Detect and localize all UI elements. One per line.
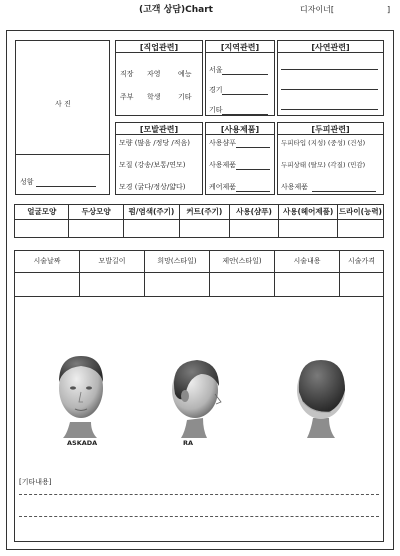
scalp-label: 사용제품 — [281, 183, 309, 191]
front-head-brand: ASKADA — [67, 439, 98, 446]
products-label: 사용샴푸 — [209, 139, 237, 147]
region-label: 기타 — [209, 106, 223, 114]
consult-cell[interactable] — [15, 220, 69, 238]
job-option[interactable]: 기타 — [178, 93, 192, 101]
col-hair-length: 모발길이 — [80, 251, 145, 273]
job-option[interactable]: 직장 — [120, 70, 134, 78]
consult-cell[interactable] — [229, 220, 279, 238]
col-cut: 커트(주기) — [179, 205, 229, 220]
job-option[interactable]: 자영 — [147, 70, 161, 78]
chart-title: (고객 상담)Chart — [139, 5, 213, 15]
region-title: [지역관련] — [220, 43, 260, 52]
personal-line[interactable] — [281, 89, 378, 90]
region-field[interactable] — [222, 114, 268, 115]
designer-label: 디자이너[ — [300, 5, 335, 14]
products-field[interactable] — [236, 169, 270, 170]
notes-label: [기타내용] — [19, 478, 52, 486]
mannequin-heads — [15, 346, 383, 446]
job-title: [직업관련] — [139, 43, 179, 52]
region-field[interactable] — [222, 74, 268, 75]
scalp-field[interactable] — [312, 191, 376, 192]
col-perm-color: 펌/염색(주기) — [123, 205, 179, 220]
job-option[interactable]: 학생 — [147, 93, 161, 101]
notes-line[interactable] — [19, 494, 379, 495]
consult-cell[interactable] — [123, 220, 179, 238]
region-label: 서울 — [209, 66, 223, 74]
col-service-price: 시술가격 — [340, 251, 384, 273]
front-head-icon — [59, 356, 103, 438]
name-label: 성함 — [20, 178, 34, 186]
photo-label: 사 진 — [55, 100, 71, 108]
back-head-icon — [297, 360, 345, 438]
consult-cell[interactable] — [69, 220, 123, 238]
col-service-date: 시술날짜 — [15, 251, 80, 273]
consult-cell[interactable] — [337, 220, 383, 238]
consult-table — [14, 204, 384, 238]
personal-line[interactable] — [281, 109, 378, 110]
col-service-detail: 시술내용 — [275, 251, 340, 273]
products-section — [205, 122, 275, 195]
col-head-shape: 두상모양 — [69, 205, 123, 220]
personal-line[interactable] — [281, 69, 378, 70]
service-cell[interactable] — [80, 273, 145, 297]
scalp-item[interactable]: 두피타입 (지성) (중성) (건성) — [281, 139, 366, 147]
notes-line[interactable] — [19, 516, 379, 517]
service-header-row — [15, 251, 384, 273]
hair-divider — [116, 134, 202, 135]
consult-header-row — [15, 205, 384, 220]
products-field[interactable] — [236, 147, 270, 148]
job-option[interactable]: 예능 — [178, 70, 192, 78]
name-field[interactable] — [36, 186, 96, 187]
col-face-shape: 얼굴모양 — [15, 205, 69, 220]
service-cell[interactable] — [145, 273, 210, 297]
designer-close: ] — [387, 5, 391, 14]
personal-divider — [278, 52, 383, 53]
job-section — [115, 40, 203, 116]
personal-section — [277, 40, 384, 116]
hair-item[interactable]: 모질 (강송/보통/연모) — [119, 161, 186, 169]
hair-section — [115, 122, 203, 195]
scalp-section — [277, 122, 384, 195]
products-field[interactable] — [236, 191, 270, 192]
scalp-divider — [278, 134, 383, 135]
scalp-title: [두피관련] — [311, 125, 350, 134]
hair-item[interactable]: 모경 (굵다/정상/얇다) — [119, 183, 186, 191]
col-hair-product: 사용(헤어제품) — [279, 205, 337, 220]
service-cell[interactable] — [15, 273, 80, 297]
col-dry: 드라이(능력) — [337, 205, 383, 220]
service-cell[interactable] — [340, 273, 384, 297]
products-divider — [206, 134, 274, 135]
products-label: 케어제품 — [209, 183, 237, 191]
region-divider — [206, 52, 274, 53]
job-divider — [116, 52, 202, 53]
hair-title: [모발관련] — [139, 125, 179, 134]
side-head-icon — [172, 360, 221, 438]
job-option[interactable]: 주부 — [120, 93, 134, 101]
service-box — [14, 250, 384, 542]
side-head-brand: RA — [183, 439, 194, 446]
region-label: 경기 — [209, 86, 223, 94]
products-label: 사용제품 — [209, 161, 237, 169]
consult-input-row — [15, 220, 384, 238]
service-input-row — [15, 273, 384, 297]
personal-title: [사연관련] — [311, 43, 350, 52]
region-field[interactable] — [222, 94, 268, 95]
col-shampoo: 사용(샴푸) — [229, 205, 279, 220]
service-table — [14, 250, 384, 297]
service-cell[interactable] — [275, 273, 340, 297]
photo-divider — [16, 154, 109, 155]
photo-box — [15, 40, 110, 195]
region-section — [205, 40, 275, 116]
scalp-item[interactable]: 두피상태 (탈모) (각질) (민감) — [281, 161, 366, 169]
col-suggested-style: 제안(스타일) — [210, 251, 275, 273]
hair-item[interactable]: 모량 (많음 /정당 /적음) — [119, 139, 190, 147]
col-desired-style: 희망(스타일) — [145, 251, 210, 273]
products-title: [사용제품] — [220, 125, 260, 134]
consult-cell[interactable] — [179, 220, 229, 238]
consult-cell[interactable] — [279, 220, 337, 238]
service-cell[interactable] — [210, 273, 275, 297]
